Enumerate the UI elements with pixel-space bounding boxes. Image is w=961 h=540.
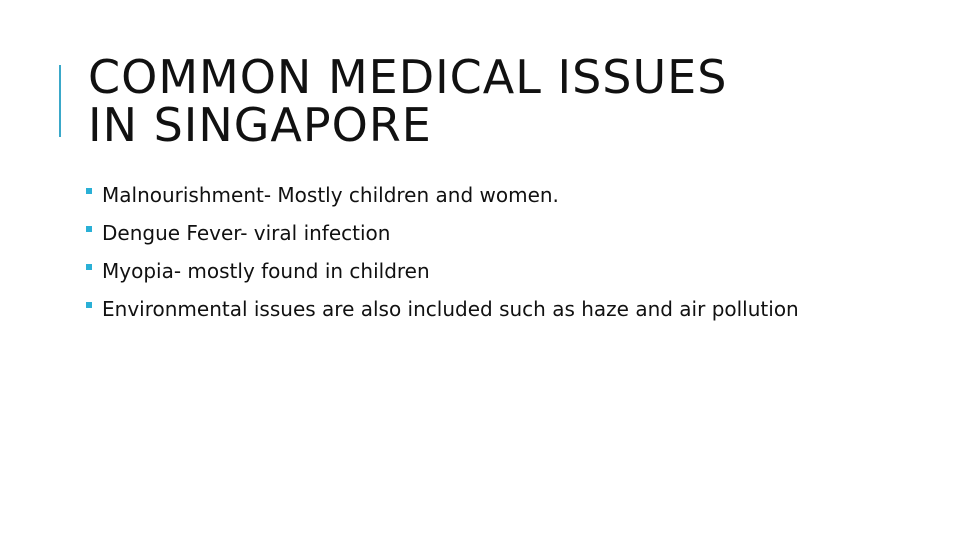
title-accent-bar	[59, 65, 61, 137]
square-bullet-icon	[86, 188, 92, 194]
square-bullet-icon	[86, 302, 92, 308]
bullet-text: Malnourishment- Mostly children and women.	[102, 183, 559, 207]
bullet-text: Dengue Fever- viral infection	[102, 221, 391, 245]
bullet-text: Environmental issues are also included such as haze and air pollution	[102, 297, 799, 321]
slide-title-line-1: COMMON MEDICAL ISSUES	[88, 50, 728, 104]
bullet-item	[86, 183, 806, 207]
bullet-item	[86, 259, 806, 283]
slide-title-line-2: IN SINGAPORE	[88, 98, 432, 152]
square-bullet-icon	[86, 226, 92, 232]
bullet-list	[86, 183, 806, 335]
slide-title	[88, 50, 908, 152]
bullet-text: Myopia- mostly found in children	[102, 259, 430, 283]
bullet-item	[86, 297, 806, 321]
bullet-item	[86, 221, 806, 245]
square-bullet-icon	[86, 264, 92, 270]
